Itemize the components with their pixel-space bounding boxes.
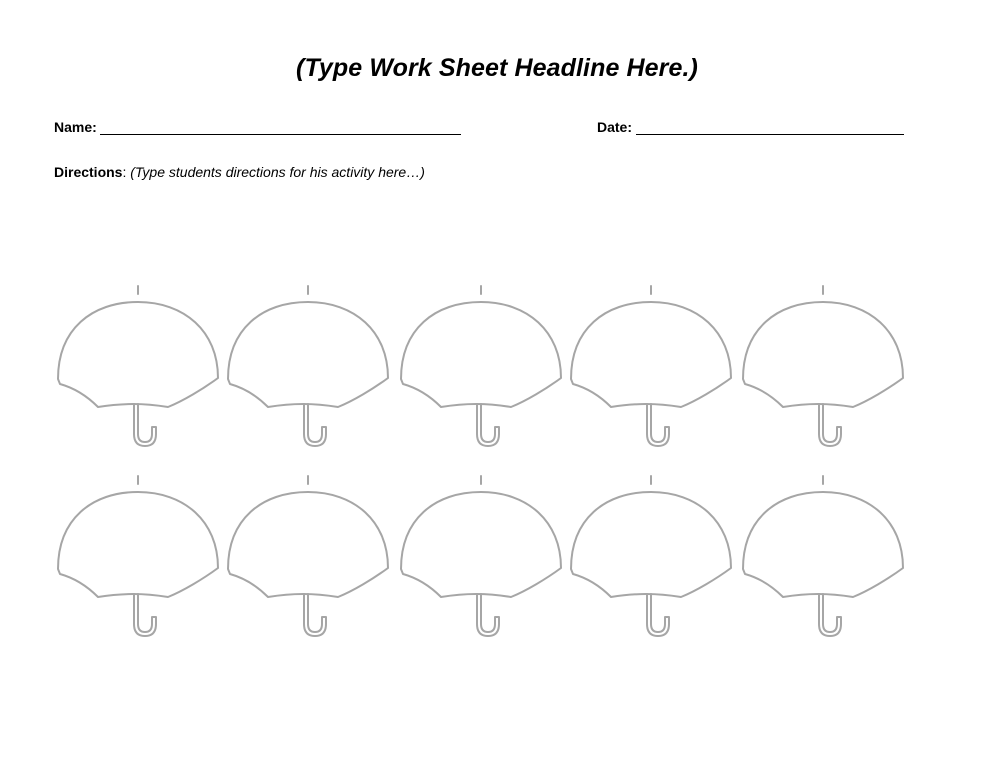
umbrella-outline-icon <box>228 476 388 636</box>
umbrella-outline-icon <box>743 286 903 446</box>
umbrella-outline-icon <box>401 286 561 446</box>
worksheet-headline: (Type Work Sheet Headline Here.) <box>296 54 698 82</box>
umbrella-outline-icon <box>571 476 731 636</box>
date-label: Date: <box>597 119 633 135</box>
umbrella-outline-icon <box>401 476 561 636</box>
umbrella-outline-icon <box>571 286 731 446</box>
directions-separator: : <box>122 164 131 180</box>
umbrella-outline-icon <box>58 286 218 446</box>
directions-text: (Type students directions for his activity here…) <box>130 164 425 180</box>
umbrella-outline-icon <box>228 286 388 446</box>
name-label: Name: <box>54 119 97 135</box>
umbrella-outline-icon <box>743 476 903 636</box>
umbrella-outline-icon <box>58 476 218 636</box>
directions-label: Directions <box>54 164 123 180</box>
